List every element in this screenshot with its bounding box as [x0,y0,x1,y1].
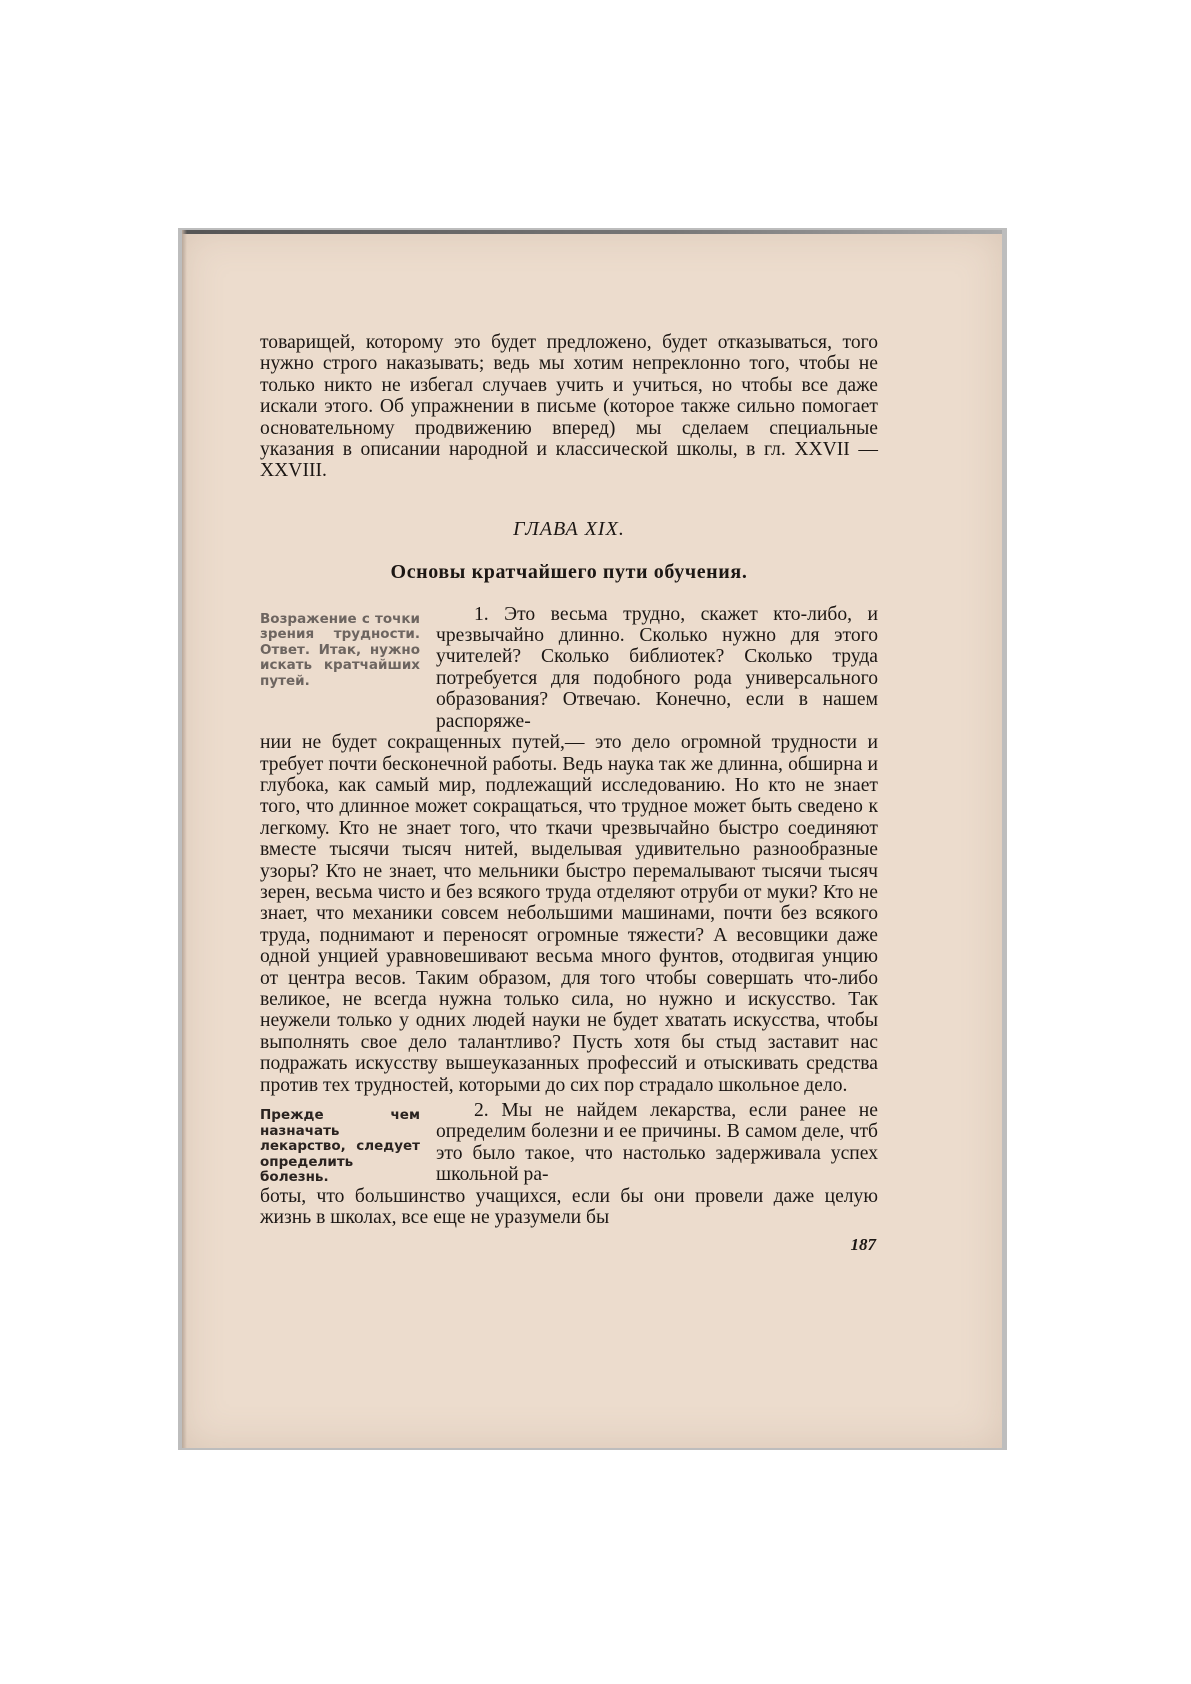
section-1 [260,604,878,1096]
chapter-heading: ГЛАВА XIX. [513,517,625,540]
continuation-paragraph: товарищей, которому это будет предложено, будет отказываться, того нужно строго наказывать; ведь мы хотим непреклонно того, чтобы не только никто не избегал случаев учить и учиться, но чтобы все даже искали этого. Об упражнении в письме (которое также сильно помогает основательному продвижению вперед) мы сделаем специальные указания в описании народной и классической школы, в гл. XXVII — XXVIII. [260,332,878,482]
section-2-intro: 2. Мы не найдем лекарства, если ранее не определим болезни и ее причины. В самом деле, чтб это было такое, что настолько задерживала успех школьной ра- [436,1100,878,1186]
page-number: 187 [850,1235,876,1255]
section-1-intro: 1. Это весьма трудно, скажет кто-либо, и чрезвычайно длинно. Сколько нужно для этого учителей? Сколько библиотек? Сколько труда потребуется для подобного рода универсального образования? Отвечаю. Конечно, если в нашем распоряже- [436,603,878,732]
section-1-body: нии не будет сокращенных путей,— это дело огромной трудности и требует почти бесконечной работы. Ведь наука так же длинна, обширна и глубока, как самый мир, подлежащий исследованию. Но кто не знает того, что длинное может сокращаться, что трудное может быть сведено к легкому. Кто не знает того, что ткачи чрезвычайно быстро соединяют вместе тысячи тысяч нитей, выделывая удивительно разнообразные узоры? Кто не знает, что мельники быстро перемалывают тысячи тысяч зерен, весьма чисто и без всякого труда отделяют отруби от муки? Кто не знает, что механики совсем небольшими машинами, почти без всякого труда, поднимают и переносят огромные тяжести? А весовщики даже одной унцией уравновешивают весьма много фунтов, отодвигая унцию от центра весов. Таким образом, для того чтобы совершать что-либо великое, не всегда нужна только сила, но нужно и искусство. Так неужели только у одних людей науки не будет хватать искусства, чтобы выполнять свое дело талантливо? Пусть хотя бы стыд заставит нас подражать искусству вышеуказанных профессий и отыскивать средства против тех трудностей, которыми до сих пор страдало школьное дело. [260,732,878,1096]
book-page [182,230,1002,1448]
chapter-title: Основы кратчайшего пути обучения. [390,561,748,584]
section-2-body: боты, что большинство учащихся, если бы они провели даже целую жизнь в школах, все еще не уразумели бы [260,1185,878,1229]
page-left-edge [182,230,187,1448]
marginal-note-2: Прежде чем назначать лекарство, следует определить болезнь. [260,1107,420,1186]
page-top-edge [182,230,1002,234]
section-2 [260,1100,878,1228]
page-text [260,332,878,1256]
marginal-note-1: Возражение с точки зрения трудности. Ответ. Итак, нужно искать кратчайших путей. [260,610,420,690]
